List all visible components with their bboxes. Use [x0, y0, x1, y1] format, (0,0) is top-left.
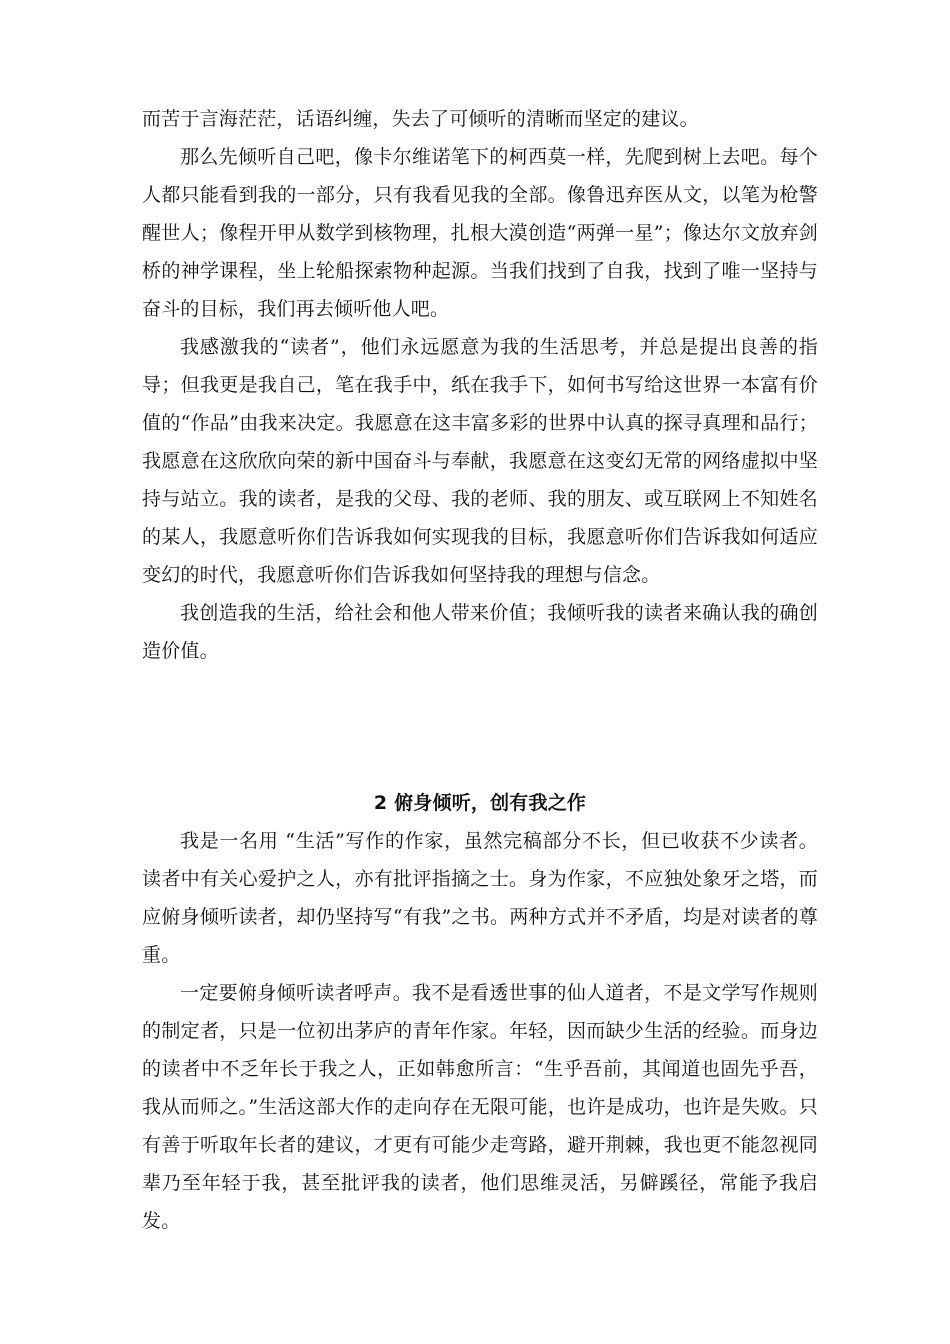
paragraph-listen-readers: 一定要俯身倾听读者呼声。我不是看透世事的仙人道者，不是文学写作规则的制定者，只是一位初出茅庐的青年作家。年轻，因而缺少生活的经验。而身边的读者中不乏年长于我之人，正如韩愈所言：“生乎吾前，其闻道也固先乎吾，我从而师之。”生活这部大作的走向存在无限可能，也许是成功，也许是失败。只有善于听取年长者的建议，才更有可能少走弯路，避开荆棘，我也更不能忽视同辈乃至年轻于我，甚至批评我的读者，他们思维灵活，另僻蹊径，常能予我启发。 — [142, 982, 818, 1232]
paragraph-create-value: 我创造我的生活，给社会和他人带来价值；我倾听我的读者来确认我的确创造价值。 — [142, 602, 818, 662]
paragraph-grateful-readers: 我感激我的“读者”，他们永远愿意为我的生活思考，并总是提出良善的指导；但我更是我自己，笔在我手中，纸在我手下，如何书写给这世界一本富有价值的“作品”由我来决定。我愿意在这丰富多彩的世界中认真的探寻真理和品行；我愿意在这欣欣向荣的新中国奋斗与奉献，我愿意在这变幻无常的网络虚拟中坚持与站立。我的读者，是我的父母、我的老师、我的朋友、或互联网上不知姓名的某人，我愿意听你们告诉我如何实现我的目标，我愿意听你们告诉我如何适应变幻的时代，我愿意听你们告诉我如何坚持我的理想与信念。 — [142, 336, 818, 586]
section-heading: 2 俯身倾听，创有我之作 — [373, 792, 587, 814]
section-spacer — [142, 670, 818, 784]
paragraph-writer-intro: 我是一名用 “生活”写作的作家，虽然完稿部分不长，但已收获不少读者。读者中有关心爱护之人，亦有批评指摘之士。身为作家，不应独处象牙之塔，而应俯身倾听读者，却仍坚持写“有我”之书。两种方式并不矛盾，均是对读者的尊重。 — [142, 830, 818, 966]
paragraph-listen-to-self: 那么先倾听自己吧，像卡尔维诺笔下的柯西莫一样，先爬到树上去吧。每个人都只能看到我的一部分，只有我看见我的全部。像鲁迅弃医从文，以笔为枪警醒世人；像程开甲从数学到核物理，扎根大漠创造“两弹一星”；像达尔文放弃剑桥的神学课程，坐上轮船探索物种起源。当我们找到了自我，找到了唯一坚持与奋斗的目标，我们再去倾听他人吧。 — [142, 146, 818, 320]
document-page — [142, 100, 818, 1240]
paragraph-continuation: 而苦于言海茫茫，话语纠缠，失去了可倾听的清晰而坚定的建议。 — [142, 108, 699, 130]
